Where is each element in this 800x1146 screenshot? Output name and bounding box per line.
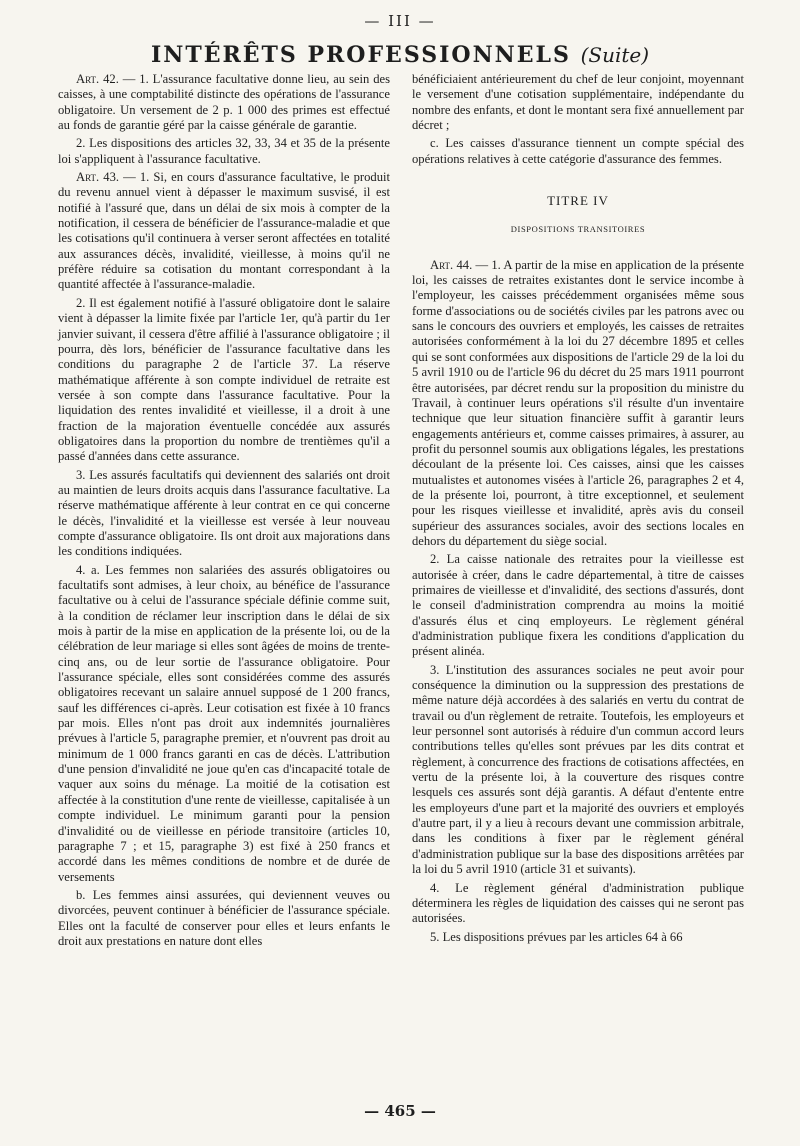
article-43-paragraph-1: Art. 43. — 1. Si, en cours d'assurance facultative, le produit du revenu annuel vient à dépasser le maximum susvisé, il est notifié à l'assuré que, dans un délai de six mois à compter de la notification, il cessera de bénéficier de l'assurance-maladie et que les cotisations qu'il continuera à verser seront affectées en totalité aux assurances décès, invalidité, vieillesse, à moins qu'il ne préfère réduire sa cotisation du montant correspondant à la quantité affectée à l'assurance-maladie. [58,170,390,292]
text-columns [58,72,744,952]
article-label: Art. 42. [76,72,119,86]
running-head-suffix: (Suite) [580,43,650,67]
article-43-paragraph-4c: c. Les caisses d'assurance tiennent un compte spécial des opérations relatives à cette catégorie d'assurance des femmes. [412,136,744,166]
article-42-paragraph-2: 2. Les dispositions des articles 32, 33, 34 et 35 de la présente loi s'appliquent à l'assurance facultative. [58,136,390,166]
article-44-paragraph-2: 2. La caisse nationale des retraites pour la vieillesse est autorisée à créer, dans le cadre départemental, à titre de caisses primaires de vieillesse et d'invalidité, des sections d'assurés, dont le conseil d'administration comprendra au moins la moitié d'assurés élus et cinq employeurs. Le règlement général d'administration publique fixera les conditions d'application du présent alinéa. [412,552,744,659]
article-label: Art. 43. [76,170,120,185]
article-44-paragraph-3: 3. L'institution des assurances sociales ne peut avoir pour conséquence la diminution ou la suppression des prestations de même nature déjà accordées à des salariés en vertu du contrat de travail ou d'un règlement de retraite. Toutefois, les employeurs et leur personnel sont autorisés à réduire d'un commun accord leurs contributions telles qu'elles sont prévues par les dits contrat et règlement, à concurrence des fractions de cotisations affectées, en vertu de la présente loi, à la couverture des risques contre lesquels ces assurés sont déjà garantis. A défaut d'entente entre les employeurs d'une part et la majorité des ouvriers et employés d'autre part, il y a lieu à recours devant une commission arbitrale, dans les conditions à fixer par le règlement général d'administration publique sur la base des dispositions arrêtées par la loi du 5 avril 1910 (article 31 et suivants). [412,662,744,877]
running-head [0,42,800,68]
article-43-paragraph-4b: b. Les femmes ainsi assurées, qui deviennent veuves ou divorcées, peuvent continuer à bénéficier de l'assurance spéciale. Elles ont la faculté de conserver pour elles et leurs enfants le droit aux prestations en nature dont elles [58,887,390,948]
article-42-paragraph-1: Art. 42. — 1. L'assurance facultative donne lieu, au sein des caisses, à une comptabilité distincte des opérations de l'assurance obligatoire. Un versement de 2 p. 1 000 des primes est effectué au fonds de garantie géré par la caisse générale de garantie. [58,72,390,133]
right-column [412,72,744,952]
running-head-title: INTÉRÊTS PROFESSIONNELS [150,42,571,68]
article-44-paragraph-5: 5. Les dispositions prévues par les articles 64 à 66 [430,929,683,944]
page-number: — 465 — [364,1102,436,1120]
article-43-paragraph-2: 2. Il est également notifié à l'assuré obligatoire dont le salaire vient à dépasser la limite fixée par l'article 1er, qu'à partir du 1er janvier suivant, il cessera d'être affilié à l'assurance obligatoire ; il pourra, dès lors, bénéficier de l'assurance facultative dans les conditions du paragraphe 2 de l'article 37. La réserve mathématique afférente à son compte individuel de retraite est versée à son compte dans l'assurance facultative. Pour la liquidation des rentes invalidité et vieillesse, il a droit à une fraction de la majoration éventuelle concédée aux assurés obligatoires dans la proportion du nombre de trentièmes qu'il a passé d'années dans cette assurance. [58,295,390,464]
section-subtitle: DISPOSITIONS TRANSITOIRES [510,224,646,235]
article-43-paragraph-3: 3. Les assurés facultatifs qui deviennent des salariés ont droit au maintien de leurs droits acquis dans l'assurance facultative. La réserve mathématique afférente à leur contrat en ce qui concerne le décès, l'invalidité et la vieillesse est versée à leur nouveau compte d'assurance obligatoire. Ils ont droit aux majorations dans les conditions indiquées. [58,467,390,559]
left-column [58,72,390,952]
continued-paragraph: bénéficiaient antérieurement du chef de leur conjoint, moyennant le versement d'une cotisation supplémentaire, indépendante du nombre des enfants, et dont le montant sera fixé annuellement par décret ; [412,72,744,133]
article-44-paragraph-1: Art. 44. — 1. A partir de la mise en application de la présente loi, les caisses de retraites existantes dont le service incombe à l'employeur, les caisses précédemment organisées même sous forme d'associations ou de sociétés civiles par les patrons avec ou sans le concours des ouvriers et employés, les caisses de retraites autorisées conformément à la loi du 27 décembre 1895 et celles qui se sont conformées aux dispositions de l'article 29 de la loi du 5 avril 1910 ou de l'article 96 du décret du 25 mars 1911 pourront être autorisées, par décret rendu sur la proposition du ministre du Travail, à continuer leurs opérations s'il résulte d'un inventaire technique que leur situation financière suffit à garantir leurs engagements antérieurs et, comme caisses primaires, à assurer, au profit du personnel soumis aux obligations légales, les prestations découlant de la présente loi. Ces caisses, ainsi que les caisses mutualistes et autonomes visées à l'article 26, paragraphes 2 et 4, de la présente loi, pourront, à titre exceptionnel, et seulement pour les risques vieillesse et invalidité, après avis du conseil supérieur des assurances sociales, avoir des sections locales en dehors du département du siège social. [412,257,744,548]
folio-roman: — III — [364,12,436,30]
section-title: TITRE IV [547,193,609,209]
article-44-paragraph-4: 4. Le règlement général d'administration publique déterminera les règles de liquidation des caisses qui ne seront pas autorisées. [412,880,744,926]
article-43-paragraph-4a: 4. a. Les femmes non salariées des assurés obligatoires ou facultatifs sont admises, à leur choix, au bénéfice de l'assurance facultative ou à celui de l'assurance spéciale définie comme suit, à la condition de réclamer leur inscription dans le délai de six mois à partir de la mise en application de la présente loi, ou de la célébration de leur mariage si elles sont âgées de moins de trente-cinq ans, ou de leur sortie de l'assurance obligatoire. Pour l'assurance spéciale, elles sont considérées comme des assurés obligatoires recevant un salaire annuel supposé de 1 200 francs, sauf les différences ci-après. Leur cotisation est fixée à 10 francs par mois. Elles n'ont pas droit aux indemnités journalières prévues à l'article 5, paragraphe premier, et n'ouvrent pas droit au minimum de 1 000 francs garanti en cas de décès. L'attribution d'une pension d'invalidité ne joue qu'en cas d'incapacité totale de vaquer aux soins du ménage. La moitié de la cotisation est affectée à la constitution d'une rente de vieillesse, capitalisée à un compte individuel. Le minimum garanti pour la pension d'invalidité ou de vieillesse en période transitoire (articles 10, paragraphe 7 ; et 15, paragraphe 3) est fixé à 250 francs et accordé dans les mêmes conditions de nombre et de durée de versements [58,562,390,884]
article-label: Art. 44. [430,257,473,272]
